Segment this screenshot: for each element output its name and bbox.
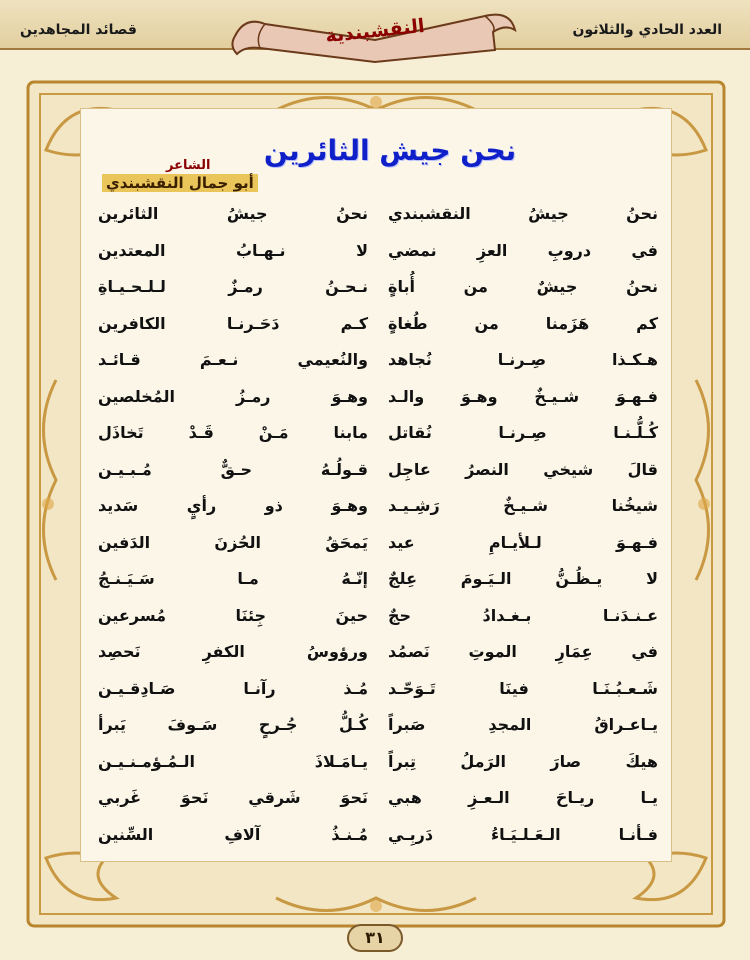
verse-second-hemistich: قـولُـهُ حـقٌّ مُـبـيـن	[98, 459, 368, 479]
verse-first-hemistich: لا يـظُـنُّ الـيَـومَ عِلجٌ	[388, 569, 658, 588]
page-number: ٣١	[365, 928, 385, 947]
verse-line	[98, 819, 658, 856]
verse-line	[98, 600, 658, 637]
verse-first-hemistich: فـهـوَ لـلأيـامِ عيد	[388, 532, 658, 552]
verse-first-hemistich: عـنـدَنـا بـغـدادُ حجٌ	[388, 605, 658, 625]
verse-line	[98, 746, 658, 783]
poem-title: نحن جيش الثائرين	[263, 134, 517, 167]
verse-first-hemistich: نحنُ جيشُ النقشبندي	[388, 204, 658, 223]
verse-line	[98, 344, 658, 381]
verse-first-hemistich: هـكـذا صِـرنـا نُجاهد	[388, 350, 658, 369]
verse-first-hemistich: شَـعـبُـنَـا فينَا تَـوَحّـد	[388, 678, 658, 698]
ribbon-title: النقشبندية	[324, 14, 426, 48]
verse-second-hemistich: مابنا مَـنْ قَـدْ تَخاذَل	[98, 423, 368, 442]
verse-line	[98, 271, 658, 308]
verse-second-hemistich: وهـوَ رمـزُ المُخلصين	[98, 386, 368, 406]
verse-line	[98, 490, 658, 527]
verse-second-hemistich: نَحوَ شَرقي نَحوَ غَربي	[98, 788, 368, 807]
verse-line	[98, 198, 658, 235]
verse-second-hemistich: والنُعيمي نـعـمَ قـائـد	[98, 350, 368, 369]
verse-first-hemistich: فـهـوَ شـيـخٌ وهـوَ والـد	[388, 386, 658, 406]
verse-second-hemistich: ورؤوسُ الكفرِ نَحصِد	[98, 642, 368, 661]
verse-first-hemistich: فـأنـا الـعَـلـيَـاءُ دَربِـي	[388, 824, 658, 844]
verse-first-hemistich: في دروبِ العزِ نمضي	[388, 240, 658, 260]
verse-line	[98, 381, 658, 418]
poet-label: الشاعر	[166, 158, 211, 173]
verse-second-hemistich: وهـوَ ذو رأيٍ سَديد	[98, 496, 368, 515]
verse-line	[98, 782, 658, 819]
verse-second-hemistich: نـحـنُ رمـزٌ لـلـحـيـاةِ	[98, 277, 368, 296]
section-name: قصائد المجاهدين	[20, 22, 137, 38]
poet-name: أبو جمال النقشبندي	[102, 174, 258, 192]
verse-first-hemistich: نحنُ جيشٌ من أُباةٍ	[388, 277, 658, 296]
verse-first-hemistich: كم هَزَمنا من طُغاةٍ	[388, 313, 658, 333]
verse-second-hemistich: نحنُ جيشُ الثائرين	[98, 204, 368, 223]
verse-second-hemistich: مُـذ رآنـا صَـادِقـيـن	[98, 678, 368, 698]
verse-first-hemistich: هيكَ صارَ الرَملُ تِبراً	[388, 751, 658, 771]
verse-line	[98, 527, 658, 564]
verse-second-hemistich: يَمحَقُ الحُزنَ الدَفين	[98, 532, 368, 552]
verse-first-hemistich: شيخُنا شـيـخٌ رَشِـيـد	[388, 496, 658, 515]
verse-first-hemistich: قالَ شيخي النصرُ عاجِل	[388, 459, 658, 479]
poem-verses	[98, 198, 658, 855]
verse-line	[98, 563, 658, 600]
verse-second-hemistich: إنّـهُ مـا سَـيَـنـجُ	[98, 569, 368, 588]
verse-first-hemistich: يـا ريـاحَ الـعـزِ هبي	[388, 788, 658, 807]
verse-line	[98, 454, 658, 491]
verse-second-hemistich: حينَ جِئنَا مُسرعين	[98, 605, 368, 625]
verse-line	[98, 308, 658, 345]
verse-second-hemistich: لا نـهـابُ المعتدين	[98, 240, 368, 260]
verse-line	[98, 673, 658, 710]
verse-line	[98, 636, 658, 673]
verse-second-hemistich: كـم دَحَـرنـا الكافرين	[98, 313, 368, 333]
verse-second-hemistich: يـامَـلاذَ الـمُـؤمـنـيـن	[98, 751, 368, 771]
verse-first-hemistich: كُـلُّـنـا صِـرنـا نُقاتل	[388, 423, 658, 442]
verse-first-hemistich: يـاعـراقُ المجدِ صَبراً	[388, 715, 658, 734]
verse-second-hemistich: كُـلُّ جُـرحٍ سَـوفَ يَبرأ	[98, 715, 368, 734]
verse-line	[98, 709, 658, 746]
verse-first-hemistich: في عِمَارِ الموتِ نَصمُد	[388, 642, 658, 661]
verse-line	[98, 417, 658, 454]
verse-second-hemistich: مُـنـذُ آلافِ السِّنين	[98, 824, 368, 844]
issue-number: العدد الحادي والثلاثون	[572, 22, 722, 38]
verse-line	[98, 235, 658, 272]
